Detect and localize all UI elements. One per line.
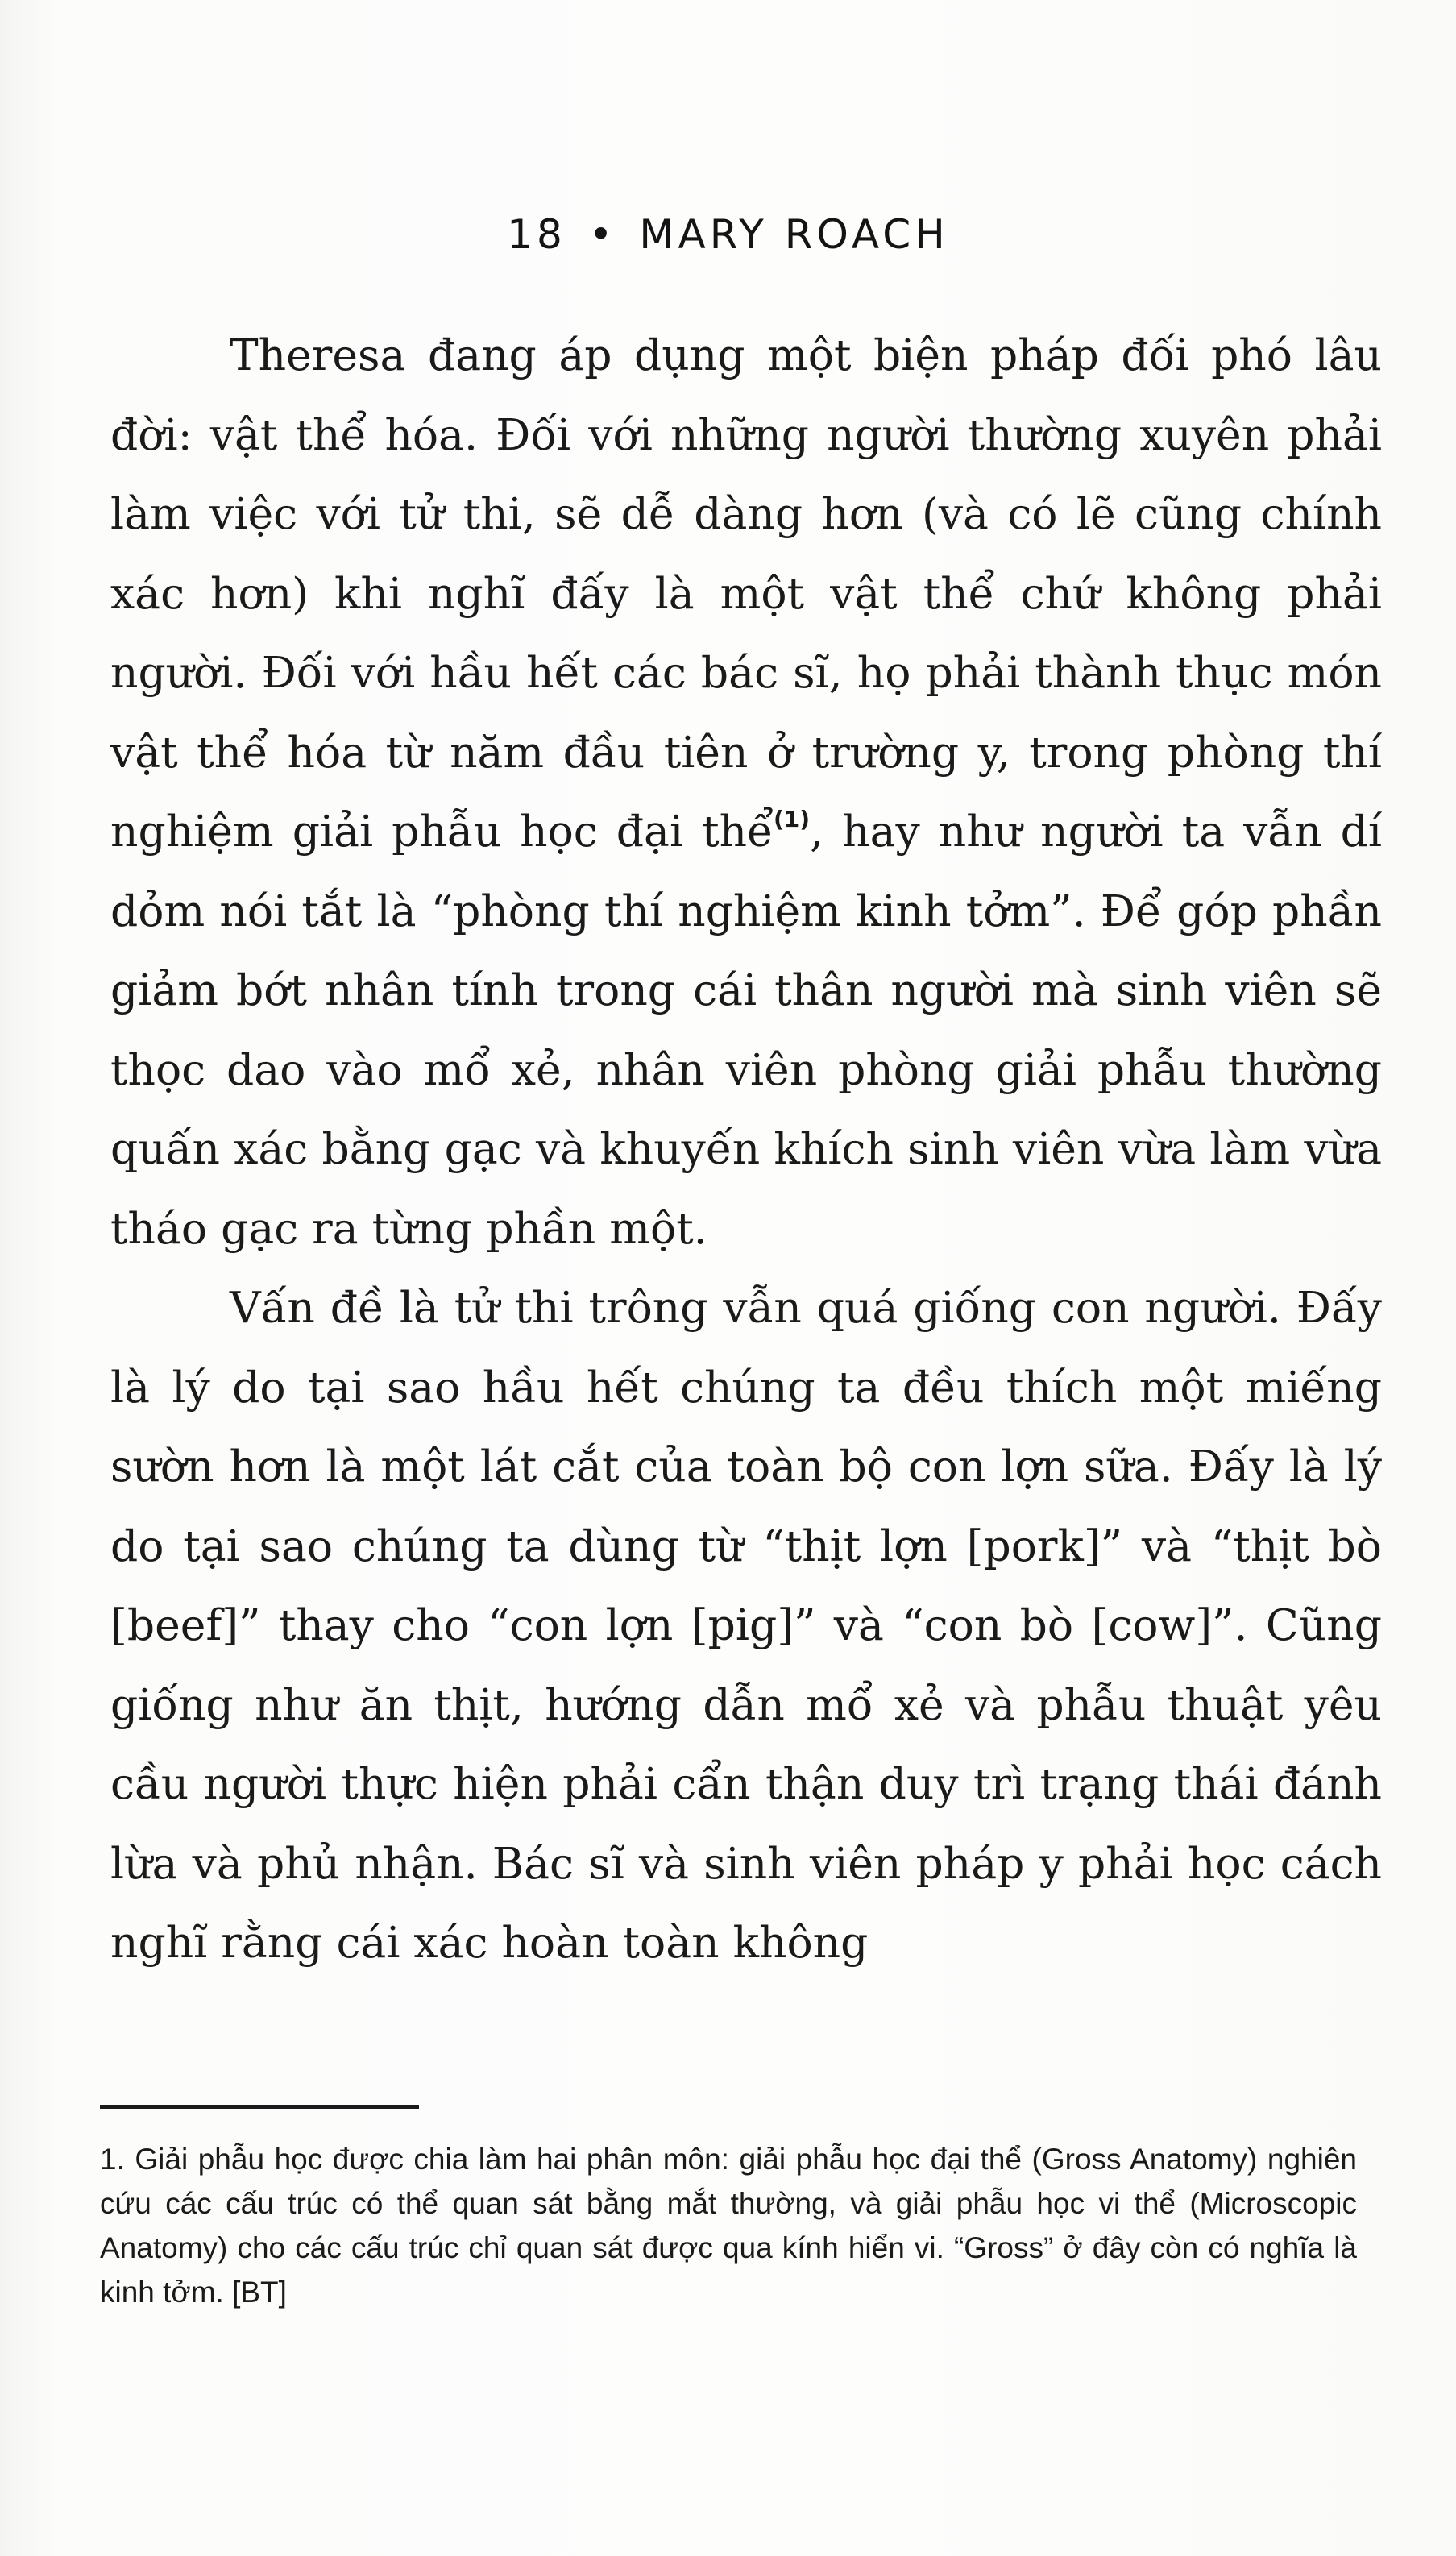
page-number: 18 — [507, 211, 566, 258]
footnote-divider — [100, 2105, 419, 2109]
footnote-reference: (1) — [773, 806, 811, 832]
paragraph-1 — [110, 316, 1382, 1268]
header-separator: • — [588, 211, 617, 258]
footnote: 1. Giải phẫu học được chia làm hai phân môn: giải phẫu học đại thể (Gross Anatomy) nghiên cứu các cấu trúc có thể quan sát bằng mắt thường, và giải phẫu học vi thể (Microscopic Anatomy) cho các cấu trúc chỉ quan sát được qua kính hiển vi. “Gross” ở đây còn có nghĩa là kinh tởm. [BT] — [100, 2143, 1357, 2309]
paragraph-2: Vấn đề là tử thi trông vẫn quá giống con người. Đấy là lý do tại sao hầu hết chúng ta đều thích một miếng sườn hơn là một lát cắt của toàn bộ con lợn sữa. Đấy là lý do tại sao chúng ta dùng từ “thịt lợn [pork]” và “thịt bò [beef]” thay cho “con lợn [pig]” và “con bò [cow]”. Cũng giống như ăn thịt, hướng dẫn mổ xẻ và phẫu thuật yêu cầu người thực hiện phải cẩn thận duy trì trạng thái đánh lừa và phủ nhận. Bác sĩ và sinh viên pháp y phải học cách nghĩ rằng cái xác hoàn toàn không — [110, 1282, 1382, 1968]
main-text — [110, 316, 1382, 1983]
running-header — [0, 211, 1456, 258]
paragraph-1-part-1: Theresa đang áp dụng một biện pháp đối phó lâu đời: vật thể hóa. Đối với những người thường xuyên phải làm việc với tử thi, sẽ dễ dàng hơn (và có lẽ cũng chính xác hơn) khi nghĩ đấy là một vật thể chứ không phải người. Đối với hầu hết các bác sĩ, họ phải thành thục món vật thể hóa từ năm đầu tiên ở trường y, trong phòng thí nghiệm giải phẫu học đại thể — [110, 330, 1382, 857]
paragraph-1-part-2: , hay như người ta vẫn dí dỏm nói tắt là “phòng thí nghiệm kinh tởm”. Để góp phần giảm bớt nhân tính trong cái thân người mà sinh viên sẽ thọc dao vào mổ xẻ, nhân viên phòng giải phẫu thường quấn xác bằng gạc và khuyến khích sinh viên vừa làm vừa tháo gạc ra từng phần một. — [110, 806, 1383, 1254]
author-name: MARY ROACH — [639, 211, 949, 258]
